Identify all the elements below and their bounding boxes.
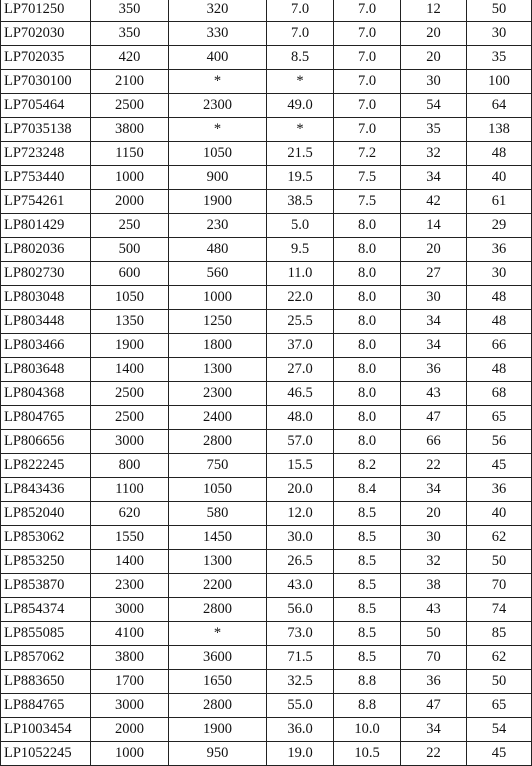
value-cell-4: 8.0 — [334, 286, 401, 310]
value-cell-6: 40 — [467, 166, 532, 190]
value-cell-5: 35 — [401, 118, 467, 142]
model-cell: LP854374 — [1, 598, 91, 622]
value-cell-2: 1800 — [169, 334, 267, 358]
value-cell-4: 8.0 — [334, 310, 401, 334]
value-cell-6: 66 — [467, 334, 532, 358]
model-cell: LP7035138 — [1, 118, 91, 142]
value-cell-3: 8.5 — [267, 46, 334, 70]
value-cell-5: 38 — [401, 574, 467, 598]
value-cell-4: 7.5 — [334, 166, 401, 190]
value-cell-5: 34 — [401, 334, 467, 358]
table-row — [1, 334, 532, 358]
value-cell-4: 10.0 — [334, 718, 401, 742]
value-cell-5: 66 — [401, 430, 467, 454]
model-cell: LP803466 — [1, 334, 91, 358]
value-cell-3: 38.5 — [267, 190, 334, 214]
value-cell-2: 560 — [169, 262, 267, 286]
value-cell-3: 73.0 — [267, 622, 334, 646]
value-cell-3: 11.0 — [267, 262, 334, 286]
value-cell-1: 500 — [91, 238, 169, 262]
value-cell-2: 2200 — [169, 574, 267, 598]
value-cell-3: 48.0 — [267, 406, 334, 430]
table-row — [1, 166, 532, 190]
value-cell-2: 330 — [169, 22, 267, 46]
value-cell-2: 2800 — [169, 430, 267, 454]
value-cell-1: 2300 — [91, 574, 169, 598]
value-cell-2: 2400 — [169, 406, 267, 430]
value-cell-6: 30 — [467, 22, 532, 46]
model-cell: LP702035 — [1, 46, 91, 70]
value-cell-4: 8.5 — [334, 622, 401, 646]
value-cell-4: 8.0 — [334, 262, 401, 286]
value-cell-3: 12.0 — [267, 502, 334, 526]
value-cell-5: 54 — [401, 94, 467, 118]
value-cell-2: 2300 — [169, 382, 267, 406]
model-cell: LP804765 — [1, 406, 91, 430]
value-cell-6: 48 — [467, 142, 532, 166]
table-row — [1, 382, 532, 406]
value-cell-1: 3800 — [91, 118, 169, 142]
value-cell-2: 1650 — [169, 670, 267, 694]
table-row — [1, 670, 532, 694]
model-cell: LP723248 — [1, 142, 91, 166]
value-cell-5: 14 — [401, 214, 467, 238]
value-cell-4: 8.4 — [334, 478, 401, 502]
model-cell: LP802730 — [1, 262, 91, 286]
value-cell-2: 1450 — [169, 526, 267, 550]
value-cell-5: 34 — [401, 718, 467, 742]
table-row — [1, 46, 532, 70]
value-cell-3: * — [267, 118, 334, 142]
value-cell-5: 30 — [401, 526, 467, 550]
value-cell-6: 85 — [467, 622, 532, 646]
value-cell-5: 36 — [401, 670, 467, 694]
model-cell: LP702030 — [1, 22, 91, 46]
table-row — [1, 550, 532, 574]
model-cell: LP884765 — [1, 694, 91, 718]
value-cell-6: 36 — [467, 238, 532, 262]
value-cell-1: 3000 — [91, 430, 169, 454]
value-cell-4: 8.2 — [334, 454, 401, 478]
table-row — [1, 478, 532, 502]
value-cell-6: 62 — [467, 526, 532, 550]
value-cell-1: 1400 — [91, 550, 169, 574]
value-cell-2: 1900 — [169, 718, 267, 742]
value-cell-6: 48 — [467, 310, 532, 334]
value-cell-2: 750 — [169, 454, 267, 478]
value-cell-3: 30.0 — [267, 526, 334, 550]
value-cell-5: 30 — [401, 70, 467, 94]
value-cell-3: 15.5 — [267, 454, 334, 478]
value-cell-5: 42 — [401, 190, 467, 214]
value-cell-5: 20 — [401, 502, 467, 526]
table-row — [1, 622, 532, 646]
value-cell-3: 37.0 — [267, 334, 334, 358]
model-cell: LP853250 — [1, 550, 91, 574]
value-cell-4: 8.5 — [334, 574, 401, 598]
model-cell: LP853870 — [1, 574, 91, 598]
value-cell-2: 2800 — [169, 694, 267, 718]
value-cell-6: 48 — [467, 358, 532, 382]
value-cell-5: 43 — [401, 382, 467, 406]
value-cell-5: 47 — [401, 694, 467, 718]
table-body — [1, 0, 532, 766]
value-cell-2: * — [169, 70, 267, 94]
value-cell-5: 20 — [401, 22, 467, 46]
model-cell: LP804368 — [1, 382, 91, 406]
value-cell-3: 55.0 — [267, 694, 334, 718]
value-cell-5: 47 — [401, 406, 467, 430]
value-cell-6: 36 — [467, 478, 532, 502]
table-row — [1, 574, 532, 598]
value-cell-6: 50 — [467, 670, 532, 694]
value-cell-1: 2500 — [91, 406, 169, 430]
table-row — [1, 70, 532, 94]
value-cell-5: 30 — [401, 286, 467, 310]
model-cell: LP803648 — [1, 358, 91, 382]
value-cell-6: 48 — [467, 286, 532, 310]
value-cell-1: 1150 — [91, 142, 169, 166]
value-cell-3: 57.0 — [267, 430, 334, 454]
value-cell-2: 900 — [169, 166, 267, 190]
value-cell-6: 61 — [467, 190, 532, 214]
value-cell-2: 480 — [169, 238, 267, 262]
value-cell-3: 20.0 — [267, 478, 334, 502]
value-cell-6: 70 — [467, 574, 532, 598]
value-cell-3: 7.0 — [267, 0, 334, 22]
value-cell-6: 138 — [467, 118, 532, 142]
value-cell-2: 580 — [169, 502, 267, 526]
value-cell-5: 20 — [401, 238, 467, 262]
table-row — [1, 694, 532, 718]
value-cell-2: * — [169, 622, 267, 646]
value-cell-4: 7.5 — [334, 190, 401, 214]
table-row — [1, 406, 532, 430]
table-row — [1, 454, 532, 478]
value-cell-5: 70 — [401, 646, 467, 670]
value-cell-4: 7.0 — [334, 94, 401, 118]
value-cell-2: 1900 — [169, 190, 267, 214]
model-cell: LP853062 — [1, 526, 91, 550]
value-cell-2: 1050 — [169, 142, 267, 166]
value-cell-3: 5.0 — [267, 214, 334, 238]
value-cell-3: 32.5 — [267, 670, 334, 694]
model-cell: LP802036 — [1, 238, 91, 262]
value-cell-2: 400 — [169, 46, 267, 70]
table-row — [1, 502, 532, 526]
value-cell-6: 50 — [467, 550, 532, 574]
value-cell-1: 1050 — [91, 286, 169, 310]
table-row — [1, 598, 532, 622]
table-row — [1, 22, 532, 46]
value-cell-6: 68 — [467, 382, 532, 406]
table-row — [1, 526, 532, 550]
value-cell-6: 62 — [467, 646, 532, 670]
value-cell-5: 27 — [401, 262, 467, 286]
value-cell-1: 2000 — [91, 190, 169, 214]
model-cell: LP803048 — [1, 286, 91, 310]
value-cell-2: 1050 — [169, 478, 267, 502]
value-cell-4: 8.0 — [334, 430, 401, 454]
model-cell: LP852040 — [1, 502, 91, 526]
value-cell-4: 8.0 — [334, 358, 401, 382]
value-cell-2: 1300 — [169, 550, 267, 574]
model-cell: LP1052245 — [1, 742, 91, 766]
value-cell-1: 600 — [91, 262, 169, 286]
value-cell-5: 34 — [401, 166, 467, 190]
model-cell: LP1003454 — [1, 718, 91, 742]
value-cell-6: 45 — [467, 454, 532, 478]
value-cell-1: 620 — [91, 502, 169, 526]
value-cell-5: 50 — [401, 622, 467, 646]
model-cell: LP806656 — [1, 430, 91, 454]
value-cell-1: 2500 — [91, 382, 169, 406]
table-row — [1, 214, 532, 238]
value-cell-4: 8.5 — [334, 526, 401, 550]
value-cell-3: * — [267, 70, 334, 94]
value-cell-1: 2500 — [91, 94, 169, 118]
value-cell-5: 32 — [401, 550, 467, 574]
value-cell-6: 45 — [467, 742, 532, 766]
value-cell-1: 1000 — [91, 742, 169, 766]
value-cell-1: 1000 — [91, 166, 169, 190]
value-cell-1: 4100 — [91, 622, 169, 646]
value-cell-4: 7.0 — [334, 22, 401, 46]
value-cell-4: 8.0 — [334, 334, 401, 358]
value-cell-5: 32 — [401, 142, 467, 166]
value-cell-3: 43.0 — [267, 574, 334, 598]
value-cell-6: 35 — [467, 46, 532, 70]
table-row — [1, 430, 532, 454]
value-cell-1: 1100 — [91, 478, 169, 502]
value-cell-3: 36.0 — [267, 718, 334, 742]
value-cell-2: * — [169, 118, 267, 142]
value-cell-6: 65 — [467, 694, 532, 718]
value-cell-3: 25.5 — [267, 310, 334, 334]
value-cell-5: 22 — [401, 742, 467, 766]
table-row — [1, 238, 532, 262]
table-row — [1, 262, 532, 286]
value-cell-6: 50 — [467, 0, 532, 22]
value-cell-3: 56.0 — [267, 598, 334, 622]
value-cell-5: 34 — [401, 478, 467, 502]
value-cell-2: 1250 — [169, 310, 267, 334]
table-row — [1, 718, 532, 742]
model-cell: LP855085 — [1, 622, 91, 646]
table-row — [1, 190, 532, 214]
value-cell-2: 1000 — [169, 286, 267, 310]
value-cell-1: 250 — [91, 214, 169, 238]
table-row — [1, 742, 532, 766]
model-cell: LP843436 — [1, 478, 91, 502]
model-cell: LP822245 — [1, 454, 91, 478]
value-cell-3: 71.5 — [267, 646, 334, 670]
model-cell: LP753440 — [1, 166, 91, 190]
value-cell-2: 2800 — [169, 598, 267, 622]
value-cell-6: 40 — [467, 502, 532, 526]
value-cell-2: 230 — [169, 214, 267, 238]
value-cell-4: 8.5 — [334, 502, 401, 526]
value-cell-2: 320 — [169, 0, 267, 22]
model-cell: LP803448 — [1, 310, 91, 334]
value-cell-3: 49.0 — [267, 94, 334, 118]
value-cell-6: 30 — [467, 262, 532, 286]
table-row — [1, 310, 532, 334]
value-cell-4: 8.5 — [334, 646, 401, 670]
model-cell: LP857062 — [1, 646, 91, 670]
value-cell-1: 1700 — [91, 670, 169, 694]
value-cell-2: 2300 — [169, 94, 267, 118]
value-cell-3: 46.5 — [267, 382, 334, 406]
value-cell-2: 3600 — [169, 646, 267, 670]
value-cell-4: 8.5 — [334, 550, 401, 574]
table-row — [1, 94, 532, 118]
value-cell-1: 1400 — [91, 358, 169, 382]
value-cell-3: 9.5 — [267, 238, 334, 262]
table-row — [1, 358, 532, 382]
value-cell-6: 74 — [467, 598, 532, 622]
value-cell-5: 12 — [401, 0, 467, 22]
value-cell-1: 2000 — [91, 718, 169, 742]
value-cell-4: 10.5 — [334, 742, 401, 766]
value-cell-5: 43 — [401, 598, 467, 622]
value-cell-2: 1300 — [169, 358, 267, 382]
value-cell-4: 8.5 — [334, 598, 401, 622]
value-cell-6: 56 — [467, 430, 532, 454]
value-cell-1: 1350 — [91, 310, 169, 334]
value-cell-4: 8.0 — [334, 406, 401, 430]
value-cell-5: 34 — [401, 310, 467, 334]
value-cell-6: 29 — [467, 214, 532, 238]
table-row — [1, 0, 532, 22]
value-cell-6: 64 — [467, 94, 532, 118]
value-cell-3: 26.5 — [267, 550, 334, 574]
table-row — [1, 646, 532, 670]
value-cell-4: 7.0 — [334, 118, 401, 142]
value-cell-4: 8.0 — [334, 214, 401, 238]
value-cell-1: 2100 — [91, 70, 169, 94]
value-cell-4: 8.0 — [334, 382, 401, 406]
value-cell-6: 65 — [467, 406, 532, 430]
value-cell-1: 800 — [91, 454, 169, 478]
value-cell-4: 8.8 — [334, 694, 401, 718]
value-cell-4: 7.0 — [334, 46, 401, 70]
value-cell-5: 22 — [401, 454, 467, 478]
value-cell-3: 7.0 — [267, 22, 334, 46]
model-cell: LP754261 — [1, 190, 91, 214]
value-cell-1: 420 — [91, 46, 169, 70]
value-cell-3: 19.0 — [267, 742, 334, 766]
value-cell-1: 350 — [91, 22, 169, 46]
value-cell-1: 3800 — [91, 646, 169, 670]
value-cell-2: 950 — [169, 742, 267, 766]
value-cell-4: 7.0 — [334, 0, 401, 22]
value-cell-4: 8.8 — [334, 670, 401, 694]
value-cell-4: 7.2 — [334, 142, 401, 166]
value-cell-3: 21.5 — [267, 142, 334, 166]
model-cell: LP701250 — [1, 0, 91, 22]
model-cell: LP705464 — [1, 94, 91, 118]
value-cell-1: 1900 — [91, 334, 169, 358]
table-row — [1, 142, 532, 166]
value-cell-1: 3000 — [91, 598, 169, 622]
value-cell-1: 3000 — [91, 694, 169, 718]
value-cell-5: 36 — [401, 358, 467, 382]
table-row — [1, 118, 532, 142]
value-cell-4: 8.0 — [334, 238, 401, 262]
value-cell-1: 1550 — [91, 526, 169, 550]
value-cell-3: 22.0 — [267, 286, 334, 310]
value-cell-6: 100 — [467, 70, 532, 94]
value-cell-6: 54 — [467, 718, 532, 742]
table-row — [1, 286, 532, 310]
model-cell: LP7030100 — [1, 70, 91, 94]
value-cell-5: 20 — [401, 46, 467, 70]
value-cell-3: 27.0 — [267, 358, 334, 382]
value-cell-1: 350 — [91, 0, 169, 22]
value-cell-3: 19.5 — [267, 166, 334, 190]
value-cell-4: 7.0 — [334, 70, 401, 94]
model-cell: LP801429 — [1, 214, 91, 238]
model-cell: LP883650 — [1, 670, 91, 694]
